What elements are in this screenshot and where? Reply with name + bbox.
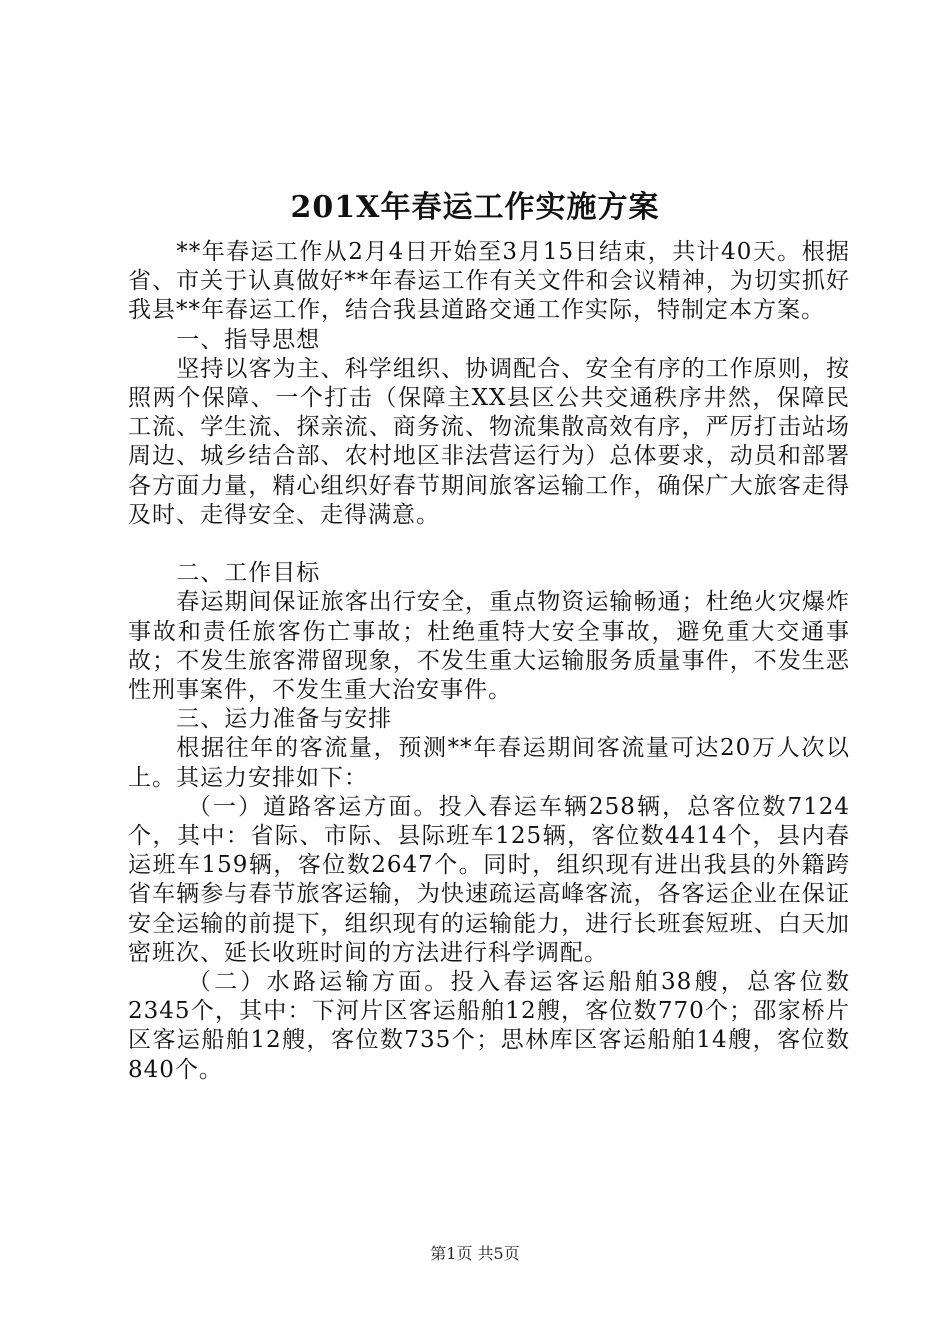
section-text-capacity: 根据往年的客流量，预测**年春运期间客流量可达20万人次以上。其运力安排如下：: [128, 735, 850, 791]
document-title: 201X年春运工作实施方案: [290, 190, 660, 225]
section-heading-guiding-thought: 一、指导思想: [176, 326, 321, 353]
document-body: [128, 238, 850, 1085]
section-heading-work-goals: 二、工作目标: [176, 560, 321, 587]
capacity-item-water: （二）水路运输方面。投入春运客运船舶38艘，总客位数2345个，其中：下河片区客运船舶12艘，客位数770个；邵家桥片区客运船舶12艘，客位数735个；思林库区客运船舶14艘，客位数840个。: [128, 969, 850, 1083]
intro-paragraph: **年春运工作从2月4日开始至3月15日结束，共计40天。根据省、市关于认真做好**年春运工作有关文件和会议精神，为切实抓好我县**年春运工作，结合我县道路交通工作实际，特制定本方案。: [128, 239, 850, 324]
capacity-item-road: （一）道路客运方面。投入春运车辆258辆，总客位数7124个，其中：省际、市际、县际班车125辆，客位数4414个，县内春运班车159辆，客位数2647个。同时，组织现有进出我县的外籍跨省车辆参与春节旅客运输，为快速疏运高峰客流，各客运企业在保证安全运输的前提下，组织现有的运输能力，进行长班套短班、白天加密班次、延长收班时间的方法进行科学调配。: [128, 793, 850, 966]
section-heading-capacity: 三、运力准备与安排: [176, 706, 393, 733]
section-text-guiding-thought: 坚持以客为主、科学组织、协调配合、安全有序的工作原则，按照两个保障、一个打击（保障主XX县区公共交通秩序井然，保障民工流、学生流、探亲流、商务流、物流集散高效有序，严厉打击站场周边、城乡结合部、农村地区非法营运行为）总体要求，动员和部署各方面力量，精心组织好春节期间旅客运输工作，确保广大旅客走得及时、走得安全、走得满意。: [128, 355, 850, 528]
paragraph-spacer: [128, 530, 850, 559]
section-text-work-goals: 春运期间保证旅客出行安全，重点物资运输畅通；杜绝火灾爆炸事故和责任旅客伤亡事故；杜绝重特大安全事故，避免重大交通事故；不发生旅客滞留现象，不发生重大运输服务质量事件，不发生恶性刑事案件，不发生重大治安事件。: [128, 589, 850, 704]
page-footer: 第1页 共5页: [430, 1244, 520, 1263]
